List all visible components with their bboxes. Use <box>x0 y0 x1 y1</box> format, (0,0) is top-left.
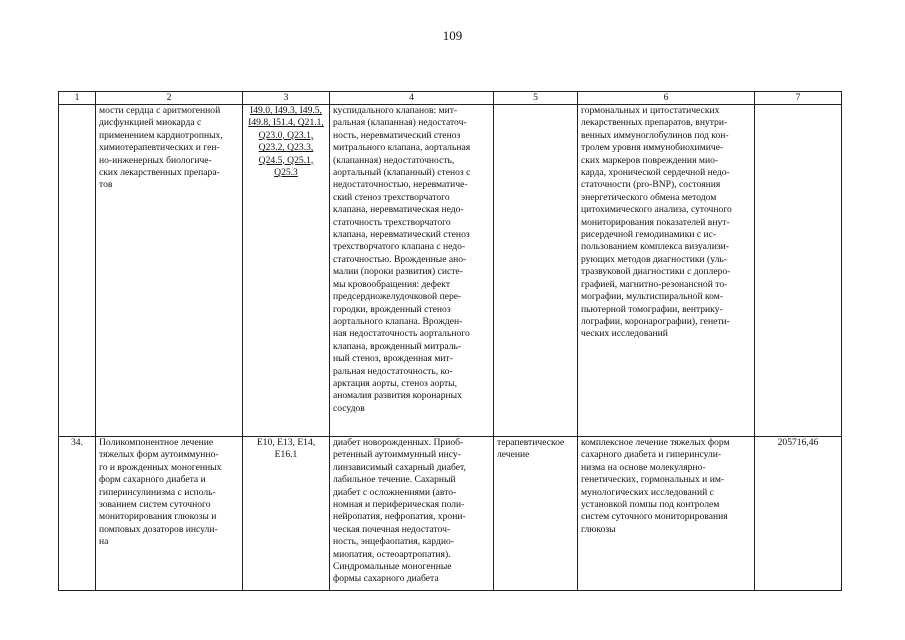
text-line: Q24.5, Q25.1, <box>258 154 314 166</box>
text-line: низма на основе молекулярно- <box>581 461 706 473</box>
column-header-4: 4 <box>330 92 494 105</box>
text-line: гиперинсулинизма с исполь- <box>99 486 216 498</box>
text-line: систем суточного мониторирования <box>581 511 728 523</box>
text-line: ность, энцефаопатия, кардио- <box>333 536 454 548</box>
text-line: ский стеноз трехстворчатого <box>333 191 450 203</box>
text-line: аномалия развития коронарных <box>333 390 462 402</box>
text-line: формы сахарного диабета <box>333 573 439 585</box>
text-line: Q25.3 <box>274 167 298 179</box>
text-line: клапана, врожденный митраль- <box>333 340 462 352</box>
text-line: лечение <box>497 449 530 461</box>
text-line: комплексное лечение тяжелых форм <box>581 437 730 448</box>
text-line: графией, магнитно-резонансной то- <box>581 278 728 290</box>
text-line: применением кардиотропных, <box>99 129 223 141</box>
text-line: на <box>99 536 109 548</box>
text-line: миопатия, остеоартропатия). <box>333 548 451 560</box>
row-number-cell: 34. <box>59 437 96 591</box>
text-line: пользованием комплекса визуализи- <box>581 241 729 253</box>
text-line: мониторирования глюкозы и <box>99 511 217 523</box>
text-line: городки, врожденный стеноз <box>333 303 451 315</box>
text-line: (клапанная) недостаточность, <box>333 154 455 166</box>
text-line: нейропатия, нефропатия, хрони- <box>333 511 466 523</box>
text-line: мы кровообращения: дефект <box>333 278 451 290</box>
text-line: венных иммуноглобулинов под кон- <box>581 129 729 141</box>
text-line: пьютерной томографии, вентрику- <box>581 303 723 315</box>
text-line: I49.0, I49.3, I49.5, <box>250 105 322 116</box>
text-line: лабильное течение. Сахарный <box>333 474 456 486</box>
text-line: ских лекарственных препара- <box>99 167 220 179</box>
treatment-type-cell <box>494 105 578 437</box>
text-line: ральная (клапанная) недостаточ- <box>333 117 467 129</box>
text-line: Q23.2, Q23.3, <box>258 142 314 154</box>
text-line: диабет новорожденных. Приоб- <box>333 437 464 448</box>
text-line: мониторирования показателей внут- <box>581 216 730 228</box>
treatment-method-cell <box>578 437 755 591</box>
text-line: ный стеноз, врожденная мит- <box>333 353 453 365</box>
page-number: 109 <box>442 28 463 43</box>
text-line: мунологических исследований с <box>581 486 714 498</box>
text-line: E16.1 <box>274 449 298 461</box>
text-line: рующих методов диагностики (уль- <box>581 253 727 265</box>
column-header-5: 5 <box>494 92 578 105</box>
text-line: статочностью. Врожденные ано- <box>333 253 467 265</box>
text-line: аортального клапана. Врожден- <box>333 315 463 327</box>
text-line: тяжелых форм аутоиммунно- <box>99 449 219 461</box>
treatment-type-cell <box>494 437 578 591</box>
text-line: тролем уровня иммунобиохимиче- <box>581 142 724 154</box>
text-line: ная недостаточность аортального <box>333 328 470 340</box>
text-line: установкой помпы под контролем <box>581 499 720 511</box>
table-row-34 <box>59 437 842 591</box>
text-line: но-инженерных биологиче- <box>99 154 212 166</box>
text-line: зованием систем суточного <box>99 499 211 511</box>
text-line: тразвуковой диагностики с доплеро- <box>581 266 731 278</box>
text-line: куспидального клапанов: мит- <box>333 105 458 116</box>
text-line: го и врожденных моногенных <box>99 461 222 473</box>
text-line: мости сердца с аритмогенной <box>99 105 221 116</box>
text-line: E10, E13, E14, <box>256 437 316 448</box>
text-line: I49.8, I51.4, Q21.1, <box>248 117 324 129</box>
text-line: ность, неревматический стеноз <box>333 129 461 141</box>
text-line: мографии, мультиспиральной ком- <box>581 291 724 303</box>
text-line: диабет с осложнениями (авто- <box>333 486 457 498</box>
text-line: недостаточностью, неревматиче- <box>333 179 468 191</box>
treatment-method-cell <box>578 105 755 437</box>
text-line: сахарного диабета и гиперинсули- <box>581 449 722 461</box>
text-line: линзависимый сахарный диабет, <box>333 461 466 473</box>
text-line: форм сахарного диабета и <box>99 474 206 486</box>
procedure-name-cell <box>96 105 243 437</box>
text-line: арктация аорты, стеноз аорты, <box>333 377 457 389</box>
cost-cell <box>755 105 842 437</box>
medical-care-table <box>58 91 842 591</box>
icd-codes-cell <box>243 437 330 591</box>
text-line: предсердножелудочковой пере- <box>333 291 462 303</box>
text-line: Поликомпонентное лечение <box>99 437 214 448</box>
text-line: клапана, неревматический стеноз <box>333 229 470 241</box>
text-line: лографии, коронарографии), генети- <box>581 315 730 327</box>
text-line: помповых дозаторов инсули- <box>99 523 218 535</box>
text-line: дисфункцией миокарда с <box>99 117 202 129</box>
table-row-continued <box>59 105 842 437</box>
text-line: Q23.0, Q23.1, <box>258 129 314 141</box>
column-header-2: 2 <box>96 92 243 105</box>
text-line: статочность трехстворчатого <box>333 216 451 228</box>
text-line: гормональных и цитостатических <box>581 105 720 116</box>
patient-model-cell <box>330 437 494 591</box>
text-line: лекарственных препаратов, внутри- <box>581 117 728 129</box>
column-number-row <box>59 92 842 105</box>
row-number-cell <box>59 105 96 437</box>
text-line: номная и периферическая поли- <box>333 499 465 511</box>
column-header-3: 3 <box>243 92 330 105</box>
column-header-1: 1 <box>59 92 96 105</box>
text-line: аортальный (клапанный) стеноз с <box>333 167 471 179</box>
icd-codes-cell <box>243 105 330 437</box>
text-line: митрального клапана, аортальная <box>333 142 471 154</box>
cost-cell: 205716,46 <box>755 437 842 591</box>
text-line: малии (пороки развития) систе- <box>333 266 463 278</box>
text-line: клапана, неревматическая недо- <box>333 204 464 216</box>
text-line: карда, хронической сердечной недо- <box>581 167 730 179</box>
text-line: энергетического обмена методом <box>581 191 717 203</box>
text-line: тов <box>99 179 113 191</box>
text-line: ческая почечная недостаточ- <box>333 523 451 535</box>
column-header-6: 6 <box>578 92 755 105</box>
text-line: ральная недостаточность, ко- <box>333 365 453 377</box>
text-line: глюкозы <box>581 523 616 535</box>
procedure-name-cell <box>96 437 243 591</box>
patient-model-cell <box>330 105 494 437</box>
text-line: ских маркеров повреждения мио- <box>581 154 719 166</box>
text-line: трехстворчатого клапана с недо- <box>333 241 466 253</box>
text-line: цитохимического анализа, суточного <box>581 204 732 216</box>
text-line: Синдромальные моногенные <box>333 561 452 573</box>
text-line: ретенный аутоиммунный инсу- <box>333 449 461 461</box>
text-line: статочности (pro-BNP), состояния <box>581 179 721 191</box>
text-line: химиотерапевтических и ген- <box>99 142 220 154</box>
text-line: терапевтическое <box>497 437 565 448</box>
text-line: сосудов <box>333 402 365 414</box>
text-line: рисердечной гемодинамики с ис- <box>581 229 717 241</box>
column-header-7: 7 <box>755 92 842 105</box>
text-line: генетических, гормональных и им- <box>581 474 725 486</box>
text-line: ческих исследований <box>581 328 668 340</box>
